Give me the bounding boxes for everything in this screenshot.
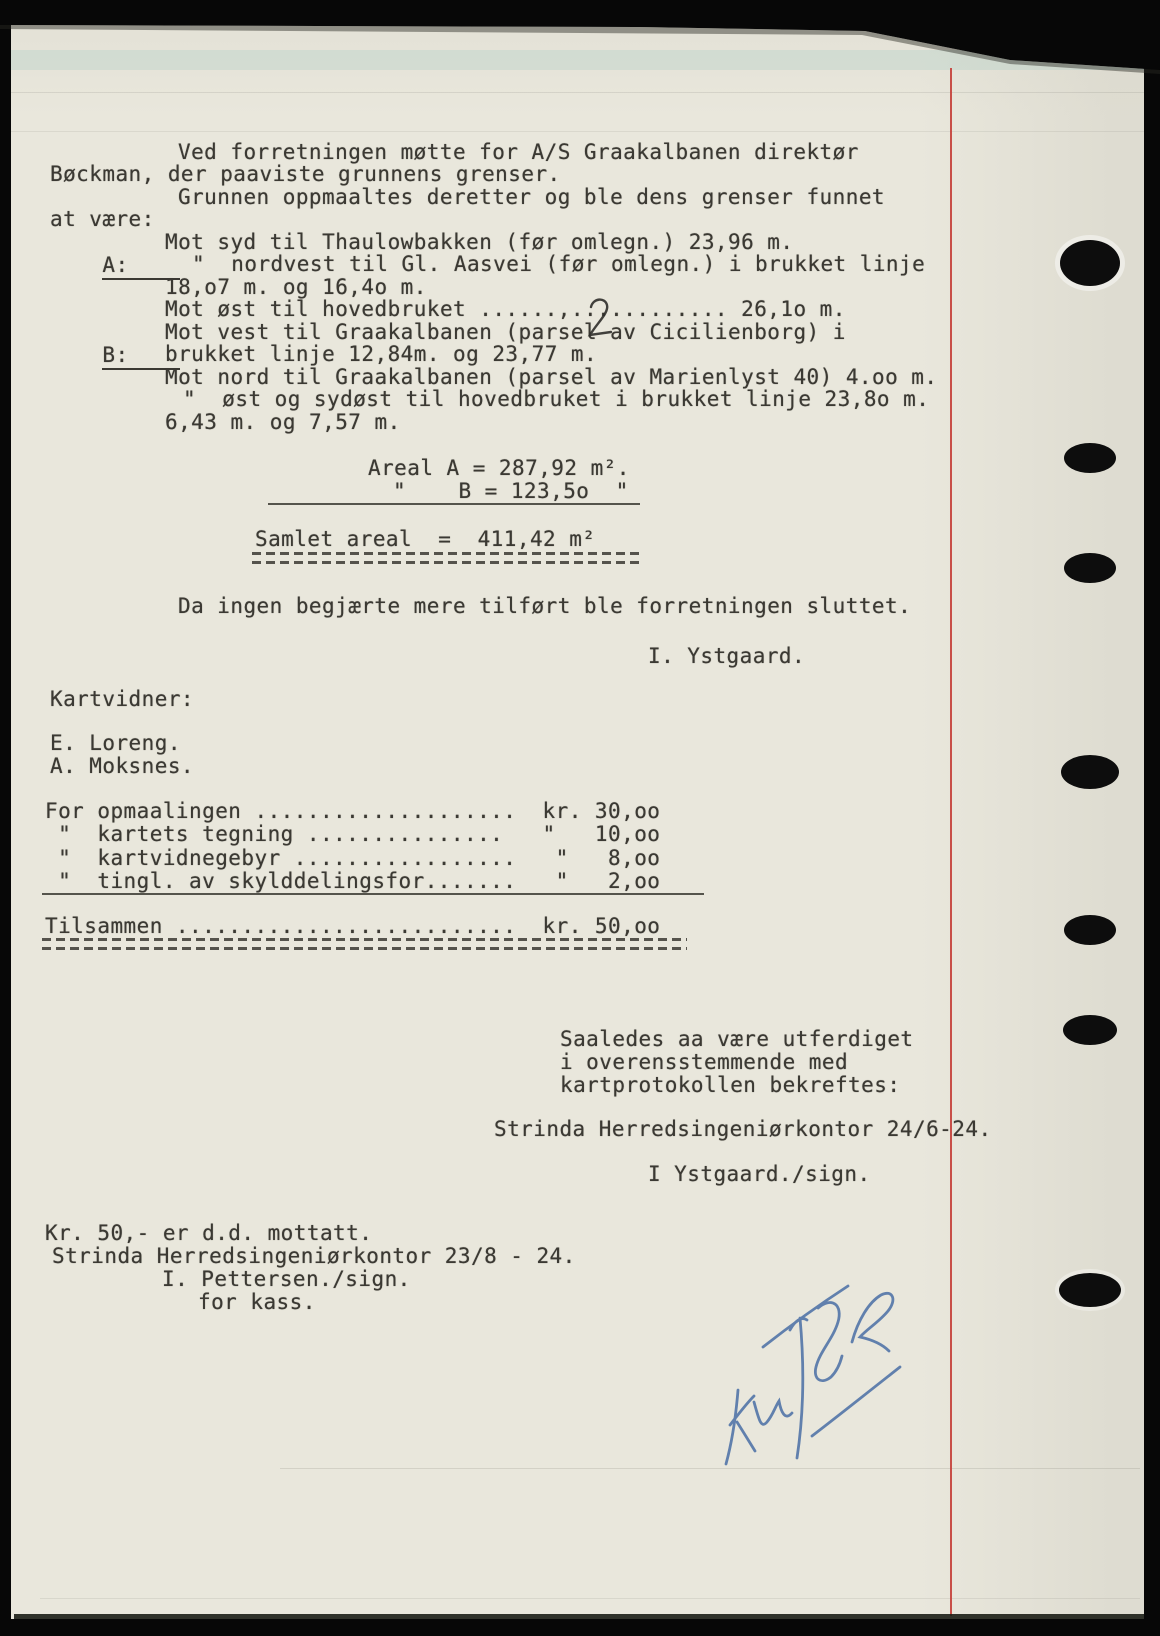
scanner-edge-bottom (0, 1619, 1160, 1636)
attestation-signature-typed: I Ystgaard./sign. (648, 1162, 871, 1186)
scanner-edge-left (0, 0, 11, 1636)
punch-hole (1060, 240, 1120, 286)
red-margin-line (950, 68, 952, 1616)
receipt-line: Strinda Herredsingeniørkontor 23/8 - 24. (52, 1244, 576, 1268)
areal-a-line: Areal A = 287,92 m². (368, 456, 630, 480)
handwritten-mark (583, 295, 617, 341)
punch-hole (1064, 915, 1116, 945)
punch-hole (1064, 443, 1116, 473)
doc-line: 6,43 m. og 7,57 m. (165, 410, 401, 434)
closing-statement: Da ingen begjærte mere tilført ble forretningen sluttet. (178, 594, 912, 618)
doc-line: " nordvest til Gl. Aasvei (før omlegn.) i brukket linje (192, 252, 926, 276)
punch-hole (1063, 1015, 1117, 1045)
attestation-line: i overensstemmende med (560, 1050, 849, 1074)
doc-line: Mot syd til Thaulowbakken (før omlegn.) 23,96 m. (165, 230, 794, 254)
fee-row: For opmaalingen .................... kr. 30,oo (45, 799, 661, 823)
attestation-line: kartprotokollen bekreftes: (560, 1073, 901, 1097)
witness-name: E. Loreng. (50, 731, 181, 755)
areal-total-dashed-rule (252, 561, 642, 564)
witnesses-heading: Kartvidner: (50, 687, 195, 711)
doc-line: brukket linje 12,84m. og 23,77 m. (165, 342, 598, 366)
doc-line: Ved forretningen møtte for A/S Graakalbanen direktør (178, 140, 859, 164)
doc-line: Grunnen oppmaaltes deretter og ble dens grenser funnet (178, 185, 886, 209)
witness-name: A. Moksnes. (50, 754, 195, 778)
fee-row: " kartvidnegebyr ................. " 8,oo (45, 846, 661, 870)
scanner-edge-top (0, 0, 1160, 80)
punch-hole (1061, 755, 1119, 789)
doc-line: Mot nord til Graakalbanen (parsel av Marienlyst 40) 4.oo m. (165, 365, 938, 389)
fee-total-row: Tilsammen .......................... kr. 50,oo (45, 914, 661, 938)
areal-total-dashed-rule (252, 552, 642, 555)
surveyor-signature-typed: I. Ystgaard. (648, 644, 806, 668)
doc-line: Mot vest til Graakalbanen (parsel av Cicilienborg) i (165, 320, 846, 344)
paper-crease (40, 1598, 1140, 1599)
section-label-a: A: (50, 231, 180, 303)
punch-hole (1059, 1273, 1121, 1307)
paper-crease (10, 92, 1146, 93)
punch-hole (1064, 553, 1116, 583)
section-label-b: B: (50, 321, 180, 393)
fee-table-underline (42, 893, 704, 895)
attestation-office-date: Strinda Herredsingeniørkontor 24/6-24. (494, 1117, 992, 1141)
handwritten-signature (640, 1250, 940, 1480)
areal-total-line: Samlet areal = 411,42 m² (255, 527, 596, 551)
doc-line: Mot øst til hovedbruket ......,............ 26,1o m. (165, 297, 846, 321)
attestation-line: Saaledes aa være utferdiget (560, 1027, 914, 1051)
doc-line: Bøckman, der paaviste grunnens grenser. (50, 162, 561, 186)
fee-row: " tingl. av skylddelingsfor....... " 2,oo (45, 869, 661, 893)
doc-line: 18,o7 m. og 16,4o m. (165, 275, 427, 299)
fee-total-dashed-rule (42, 947, 687, 950)
doc-line: " øst og sydøst til hovedbruket i brukket linje 23,8o m. (183, 387, 930, 411)
paper-crease (10, 131, 1146, 132)
receipt-line: Kr. 50,- er d.d. mottatt. (45, 1221, 373, 1245)
scanner-edge-right (1144, 0, 1160, 1636)
doc-line: at være: (50, 207, 155, 231)
receipt-line: I. Pettersen./sign. (162, 1267, 411, 1291)
receipt-line: for kass. (198, 1290, 316, 1314)
fee-total-dashed-rule (42, 938, 687, 941)
fee-row: " kartets tegning ............... " 10,oo (45, 822, 661, 846)
areal-underline (268, 503, 640, 505)
areal-b-line: " B = 123,5o " (393, 479, 629, 503)
